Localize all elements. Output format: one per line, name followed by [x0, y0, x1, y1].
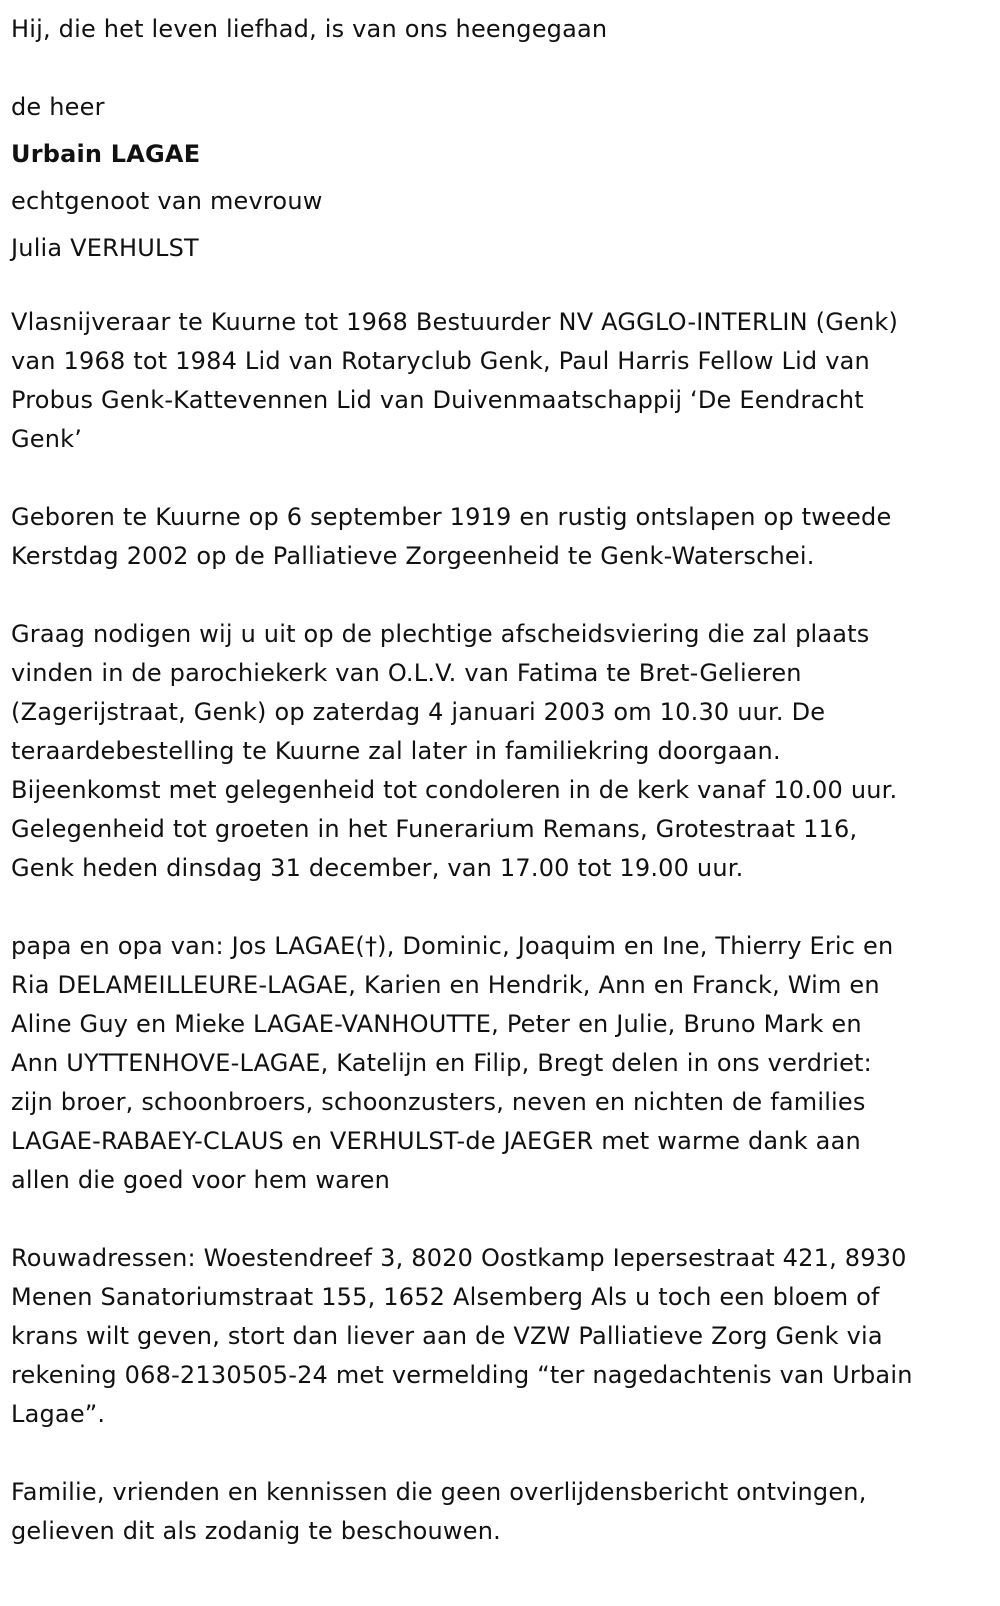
text-line: LAGAE-RABAEY-CLAUS en VERHULST-de JAEGER met warme dank aan — [11, 1127, 861, 1155]
text-line: Lagae”. — [11, 1400, 106, 1428]
text-line: van 1968 tot 1984 Lid van Rotaryclub Genk, Paul Harris Fellow Lid van — [11, 347, 870, 375]
paragraph — [11, 303, 1000, 459]
text-line: Aline Guy en Mieke LAGAE-VANHOUTTE, Peter en Julie, Bruno Mark en — [11, 1010, 862, 1038]
deceased-name — [11, 131, 1000, 178]
intro-line: Hij, die het leven liefhad, is van ons heengegaan — [11, 15, 608, 43]
text-line: zijn broer, schoonbroers, schoonzusters, neven en nichten de families — [11, 1088, 866, 1116]
text-line: Kerstdag 2002 op de Palliatieve Zorgeenheid te Genk-Waterschei. — [11, 542, 815, 570]
text-line: krans wilt geven, stort dan liever aan de VZW Palliatieve Zorg Genk via — [11, 1322, 883, 1350]
text-line: Vlasnijveraar te Kuurne tot 1968 Bestuurder NV AGGLO-INTERLIN (Genk) — [11, 308, 899, 336]
text-line: vinden in de parochiekerk van O.L.V. van Fatima te Bret-Gelieren — [11, 659, 802, 687]
text-line: Ann UYTTENHOVE-LAGAE, Katelijn en Filip, Bregt delen in ons verdriet: — [11, 1049, 872, 1077]
text-line: Probus Genk-Kattevennen Lid van Duivenmaatschappij ‘De Eendracht — [11, 386, 864, 414]
spouse-label: echtgenoot van mevrouw — [11, 187, 323, 215]
text-line: papa en opa van: Jos LAGAE(†), Dominic, Joaquim en Ine, Thierry Eric en — [11, 932, 894, 960]
text-line: gelieven dit als zodanig te beschouwen. — [11, 1517, 501, 1545]
text-line: (Zagerijstraat, Genk) op zaterdag 4 januari 2003 om 10.30 uur. De — [11, 698, 826, 726]
text-line: teraardebestelling te Kuurne zal later in familiekring doorgaan. — [11, 737, 781, 765]
paragraph — [11, 1473, 1000, 1551]
title-prefix: de heer — [11, 93, 105, 121]
text-line: allen die goed voor hem waren — [11, 1166, 390, 1194]
text-line: Rouwadressen: Woestendreef 3, 8020 Oostkamp Iepersestraat 421, 8930 — [11, 1244, 907, 1272]
text-line: Ria DELAMEILLEURE-LAGAE, Karien en Hendrik, Ann en Franck, Wim en — [11, 971, 880, 999]
text-line: Bijeenkomst met gelegenheid tot condoleren in de kerk vanaf 10.00 uur. — [11, 776, 898, 804]
text-line: Genk’ — [11, 425, 83, 453]
text-line: Menen Sanatoriumstraat 155, 1652 Alsemberg Als u toch een bloem of — [11, 1283, 880, 1311]
paragraph — [11, 927, 1000, 1200]
paragraph — [11, 1239, 1000, 1434]
text-line: Gelegenheid tot groeten in het Funerarium Remans, Grotestraat 116, — [11, 815, 858, 843]
deceased-name-text: Urbain LAGAE — [11, 140, 201, 168]
text-line: Geboren te Kuurne op 6 september 1919 en rustig ontslapen op tweede — [11, 503, 892, 531]
paragraph — [11, 498, 1000, 576]
paragraph — [11, 615, 1000, 888]
text-line: rekening 068-2130505-24 met vermelding “ter nagedachtenis van Urbain — [11, 1361, 913, 1389]
spouse-name: Julia VERHULST — [11, 234, 199, 262]
text-line: Genk heden dinsdag 31 december, van 17.00 tot 19.00 uur. — [11, 854, 744, 882]
text-line: Familie, vrienden en kennissen die geen overlijdensbericht ontvingen, — [11, 1478, 867, 1506]
text-line: Graag nodigen wij u uit op de plechtige afscheidsviering die zal plaats — [11, 620, 870, 648]
paragraphs — [11, 303, 1000, 1551]
